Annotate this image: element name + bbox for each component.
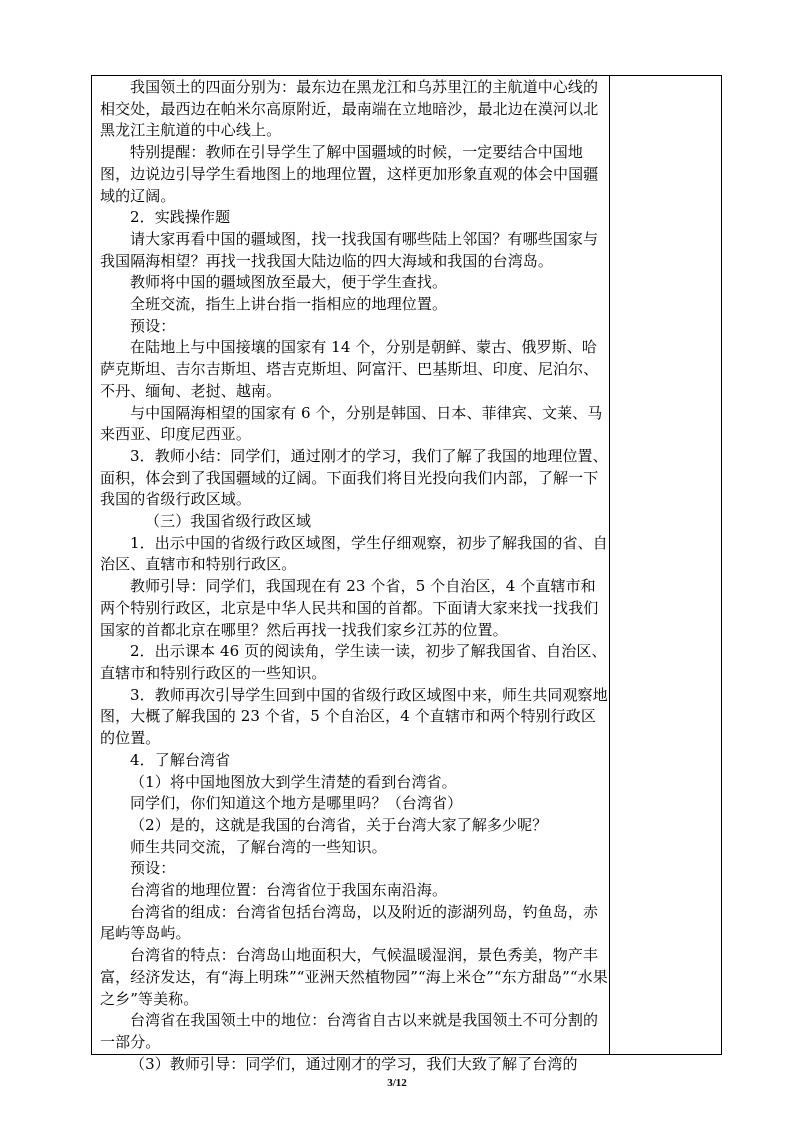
paragraph: 预设： xyxy=(130,859,176,878)
paragraph: 台湾省在我国领土中的地位：台湾省自古以来就是我国领土不可分割的一部分。 xyxy=(100,1011,599,1051)
section-heading: （三）我国省级行政区域 xyxy=(145,512,312,531)
paragraph: 台湾省的地理位置：台湾省位于我国东南沿海。 xyxy=(130,881,448,900)
paragraph: 4．了解台湾省 xyxy=(130,750,231,769)
paragraph: 2．实践操作题 xyxy=(130,208,231,227)
paragraph: 3．教师再次引导学生回到中国的省级行政区域图中来，师生共同观察地图，大概了解我国的 23 个省，5 个自治区，4 个直辖市和两个特别行政区的位置。 xyxy=(100,685,608,748)
paragraph: 台湾省的特点：台湾岛山地面积大，气候温暖湿润，景色秀美，物产丰富，经济发达，有“海上明珠”“亚洲天然植物园”“海上米仓”“东方甜岛”“水果之乡”等美称。 xyxy=(100,946,608,1008)
lesson-content-cell xyxy=(100,77,608,1075)
paragraph: 台湾省的组成：台湾省包括台湾岛，以及附近的澎湖列岛，钓鱼岛，赤尾屿等岛屿。 xyxy=(100,902,599,943)
paragraph: 我国领土的四面分别为：最东边在黑龙江和乌苏里江的主航道中心线的相交处，最西边在帕米尔高原附近，最南端在立地暗沙，最北边在漠河以北黑龙江主航道的中心线上。 xyxy=(100,78,599,140)
paragraph: 特别提醒：教师在引导学生了解中国疆域的时候，一定要结合中国地图，边说边引导学生看地图上的地理位置，这样更加形象直观的体会中国疆域的辽阔。 xyxy=(100,143,599,205)
page-number: 3/12 xyxy=(387,1077,407,1089)
paragraph: 师生共同交流，了解台湾的一些知识。 xyxy=(130,837,387,856)
paragraph: 与中国隔海相望的国家有 6 个，分别是韩国、日本、菲律宾、文莱、马来西亚、印度尼西亚。 xyxy=(100,403,603,444)
lesson-table xyxy=(91,75,722,1073)
paragraph: 教师引导：同学们，我国现在有 23 个省，5 个自治区，4 个直辖市和两个特别行政区，北京是中华人民共和国的首都。下面请大家来找一找我们国家的首都北京在哪里？然后再找一找我们家乡江苏的位置。 xyxy=(100,577,599,639)
paragraph: 同学们，你们知道这个地方是哪里吗？（台湾省） xyxy=(130,794,463,813)
paragraph: （1）将中国地图放大到学生清楚的看到台湾省。 xyxy=(130,772,457,791)
paragraph: （2）是的，这就是我国的台湾省，关于台湾大家了解多少呢？ xyxy=(130,815,548,834)
paragraph: （3）教师引导：同学们，通过刚才的学习，我们大致了解了台湾的 xyxy=(130,1054,578,1073)
paragraph: 1．出示中国的省级行政区域图，学生仔细观察，初步了解我国的省、自治区、直辖市和特别行政区。 xyxy=(100,533,608,574)
paragraph: 全班交流，指生上讲台指一指相应的地理位置。 xyxy=(130,295,448,314)
paragraph: 请大家再看中国的疆域图，找一找我国有哪些陆上邻国？有哪些国家与我国隔海相望？再找一找我国大陆边临的四大海域和我国的台湾岛。 xyxy=(100,229,599,270)
paragraph: 预设： xyxy=(130,316,176,335)
paragraph: 在陆地上与中国接壤的国家有 14 个，分别是朝鲜、蒙古、俄罗斯、哈萨克斯坦、吉尔吉斯坦、塔吉克斯坦、阿富汗、巴基斯坦、印度、尼泊尔、不丹、缅甸、老挝、越南。 xyxy=(100,338,599,400)
paragraph: 教师将中国的疆域图放至最大，便于学生查找。 xyxy=(130,273,448,292)
paragraph: 3．教师小结：同学们，通过刚才的学习，我们了解了我国的地理位置、面积，体会到了我国疆域的辽阔。下面我们将目光投向我们内部，了解一下我国的省级行政区域。 xyxy=(100,446,608,509)
paragraph: 2．出示课本 46 页的阅读角，学生读一读，初步了解我国省、自治区、直辖市和特别行政区的一些知识。 xyxy=(100,642,607,682)
column-divider xyxy=(609,76,610,1054)
